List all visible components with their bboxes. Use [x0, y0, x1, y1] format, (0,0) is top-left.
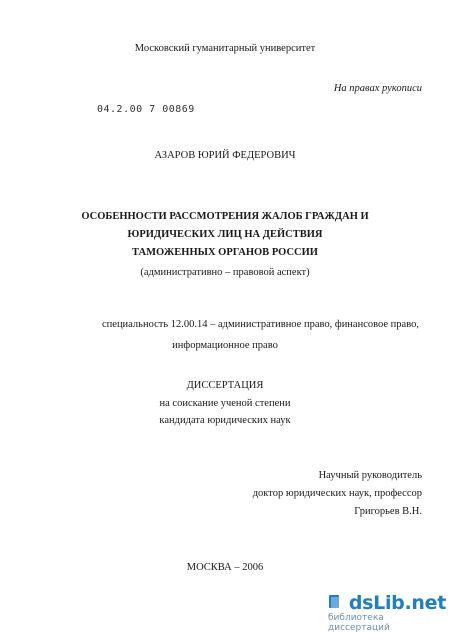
dissertation-heading: ДИССЕРТАЦИЯ: [186, 380, 264, 391]
manuscript-rights-note: На правах рукописи: [333, 83, 422, 94]
title-line-1: ОСОБЕННОСТИ РАССМОТРЕНИЯ ЖАЛОБ ГРАЖДАН И: [81, 211, 369, 222]
watermark-subtitle: библиотека диссертаций: [328, 613, 390, 633]
specialty-line-2: информационное право: [172, 340, 278, 351]
university-name: Московский гуманитарный университет: [134, 43, 316, 54]
title-aspect: (административно – правовой аспект): [140, 267, 310, 278]
supervisor-name: Григорьев В.Н.: [354, 506, 422, 517]
title-line-3: ТАМОЖЕННЫХ ОРГАНОВ РОССИИ: [132, 247, 318, 258]
city-year: МОСКВА – 2006: [186, 562, 264, 573]
author-name: АЗАРОВ ЮРИЙ ФЕДЕРОВИЧ: [154, 150, 296, 161]
registration-stamp: 04.2.00 7 00869: [97, 104, 195, 115]
watermark-brand: dsLib.net: [348, 592, 446, 614]
specialty-line-1: специальность 12.00.14 – административное право, финансовое право,: [102, 319, 419, 330]
title-line-2: ЮРИДИЧЕСКИХ ЛИЦ НА ДЕЙСТВИЯ: [127, 229, 323, 240]
supervisor-degree: доктор юридических наук, профессор: [252, 488, 422, 499]
supervisor-role: Научный руководитель: [318, 470, 422, 481]
dslib-watermark[interactable]: [328, 592, 446, 633]
dissertation-field-line: кандидата юридических наук: [159, 415, 291, 426]
dslib-logo-icon: [328, 594, 342, 610]
dissertation-degree-line: на соискание ученой степени: [159, 398, 291, 409]
